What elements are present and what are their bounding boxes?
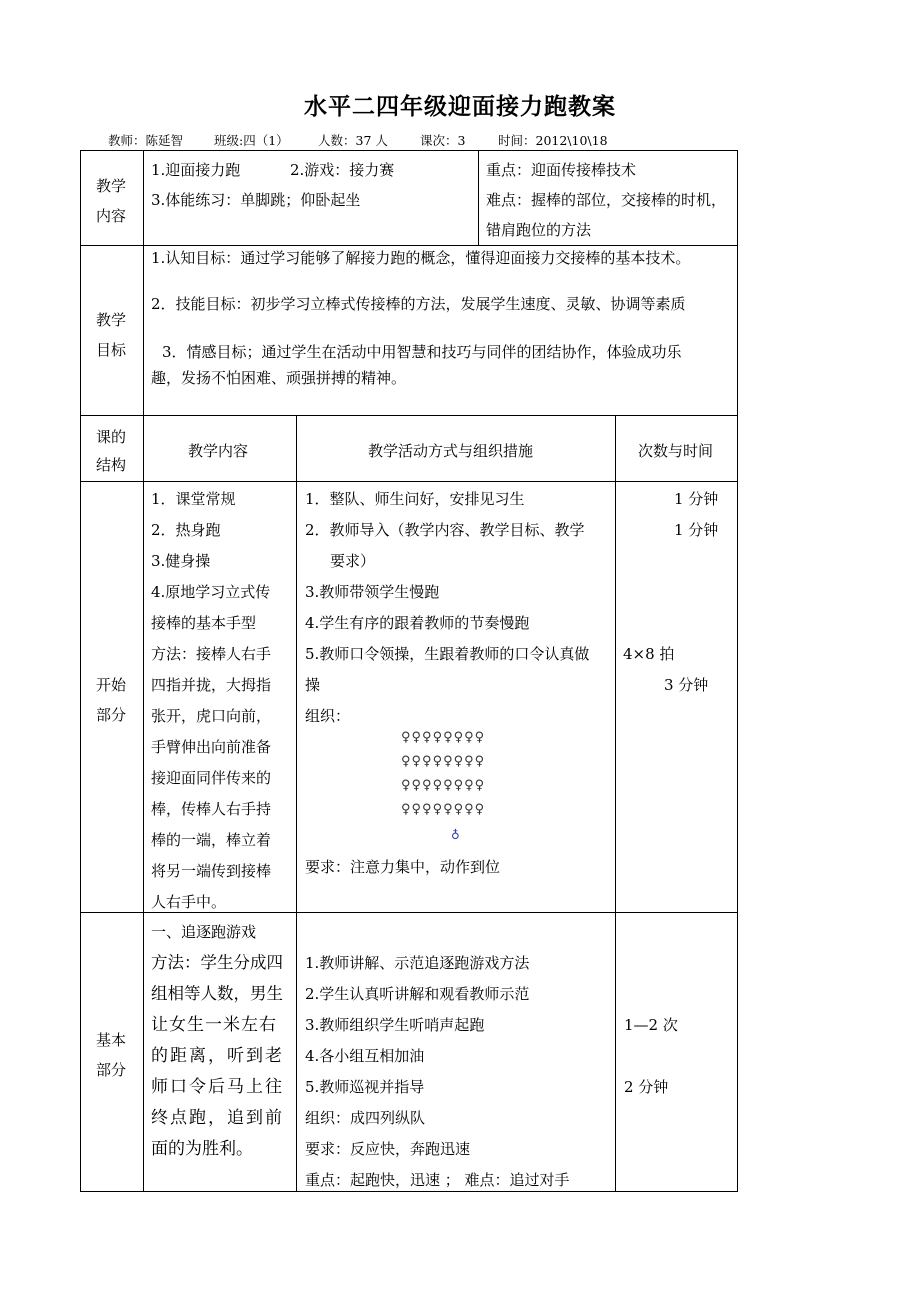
- start-label-1: 开始: [96, 676, 127, 694]
- header-content: 教学内容: [188, 442, 249, 460]
- start-activity-line: 操: [305, 676, 321, 694]
- start-content-line: 方法：接棒人右手: [151, 645, 272, 663]
- basic-content-line: 一、追逐跑游戏: [151, 923, 257, 941]
- meta-lesson: 课次：3: [420, 133, 466, 148]
- start-time: 3 分钟: [664, 676, 709, 694]
- formation-row: ♀♀♀♀♀♀♀♀: [401, 730, 486, 745]
- start-activity-line: 1．整队、师生问好，安排见习生: [305, 490, 525, 508]
- goal-emotion-2: 趣，发扬不怕困难、顽强拼搏的精神。: [151, 369, 407, 387]
- row2-label-2: 目标: [96, 341, 127, 359]
- start-time: 1 分钟: [674, 521, 719, 539]
- header-label-1: 课的: [96, 428, 127, 446]
- start-requirement: 要求：注意力集中，动作到位: [305, 858, 501, 876]
- meta-teacher: 教师：陈延智: [108, 133, 184, 148]
- basic-activity-line: 组织：成四列纵队: [305, 1109, 426, 1127]
- goal-emotion-1: 3．情感目标；通过学生在活动中用智慧和技巧与同伴的团结协作，体验成功乐: [162, 343, 682, 361]
- start-content-line: 将另一端传到接棒: [151, 862, 272, 880]
- basic-activity-line: 1.教师讲解、示范追逐跑游戏方法: [305, 954, 530, 972]
- start-content-line: 张开，虎口向前，: [151, 707, 272, 725]
- difficulty-text-1: 难点：握棒的部位，交接棒的时机，: [486, 191, 727, 209]
- row2-label-1: 教学: [96, 311, 127, 329]
- page-title: 水平二四年级迎面接力跑教案: [304, 93, 616, 120]
- header-activities: 教学活动方式与组织措施: [368, 442, 534, 460]
- start-content-line: 接迎面同伴传来的: [151, 769, 272, 787]
- content-item-2: 2.游戏：接力赛: [290, 161, 395, 179]
- start-label-2: 部分: [96, 706, 127, 724]
- formation-row: ♀♀♀♀♀♀♀♀: [401, 778, 486, 793]
- basic-content-line: 的距离，听到老: [151, 1046, 284, 1066]
- start-activity-line: 4.学生有序的跟着教师的节奏慢跑: [305, 614, 530, 632]
- formation-row: ♀♀♀♀♀♀♀♀: [401, 802, 486, 817]
- basic-time: 2 分钟: [624, 1078, 669, 1096]
- teacher-position-icon: ♁: [451, 828, 460, 842]
- meta-time: 时间：2012\10\18: [498, 133, 608, 148]
- basic-activity-line: 3.教师组织学生听哨声起跑: [305, 1016, 485, 1034]
- start-activity-line: 3.教师带领学生慢跑: [305, 583, 440, 601]
- basic-label-2: 部分: [96, 1061, 127, 1079]
- basic-activity-line: 重点：起跑快，迅速 ； 难点：追过对手: [305, 1171, 570, 1189]
- basic-activity-line: 要求：反应快，奔跑迅速: [305, 1140, 471, 1158]
- start-content-line: 4.原地学习立式传: [151, 583, 271, 601]
- content-item-3: 3.体能练习：单脚跳；仰卧起坐: [151, 191, 361, 209]
- start-activity-line: 要求）: [330, 552, 376, 570]
- start-activity-line: 5.教师口令领操，生跟着教师的口令认真做: [305, 645, 590, 663]
- start-content-line: 1．课堂常规: [151, 490, 236, 508]
- basic-label-1: 基本: [96, 1031, 127, 1049]
- start-content-line: 人右手中。: [151, 893, 227, 911]
- goal-skill: 2．技能目标：初步学习立棒式传接棒的方法，发展学生速度、灵敏、协调等素质: [151, 295, 686, 313]
- start-content-line: 接棒的基本手型: [151, 614, 257, 632]
- basic-activity-line: 2.学生认真听讲解和观看教师示范: [305, 985, 530, 1003]
- start-time: 4×8 拍: [623, 645, 675, 663]
- basic-activity-line: 4.各小组互相加油: [305, 1047, 425, 1065]
- basic-content-line: 组相等人数，男生: [151, 984, 283, 1003]
- focus-text: 重点：迎面传接棒技术: [486, 161, 637, 179]
- difficulty-text-2: 错肩跑位的方法: [486, 221, 592, 239]
- start-activity-line: 组织：: [305, 707, 351, 725]
- start-activity-line: 2．教师导入（教学内容、教学目标、教学: [305, 521, 585, 539]
- start-content-line: 四指并拢，大拇指: [151, 676, 272, 694]
- basic-content-line: 方法：学生分成四: [151, 953, 283, 972]
- content-item-1: 1.迎面接力跑: [151, 161, 241, 179]
- basic-content-line: 让女生一米左右: [151, 1015, 277, 1035]
- goal-cognitive: 1.认知目标：通过学习能够了解接力跑的概念，懂得迎面接力交接棒的基本技术。: [151, 249, 691, 267]
- header-label-2: 结构: [96, 456, 127, 474]
- start-content-line: 棒，传棒人右手持: [151, 800, 272, 818]
- meta-class: 班级:四（1）: [214, 133, 289, 148]
- basic-activity-line: 5.教师巡视并指导: [305, 1078, 425, 1096]
- row1-label-1: 教学: [96, 177, 127, 195]
- basic-content-line: 终点跑，追到前: [151, 1108, 284, 1128]
- basic-time: 1—2 次: [624, 1016, 678, 1034]
- start-content-line: 2．热身跑: [151, 521, 221, 539]
- header-times: 次数与时间: [638, 442, 714, 460]
- row1-label-2: 内容: [96, 207, 127, 225]
- start-content-line: 手臂伸出向前准备: [151, 738, 272, 756]
- basic-content-line: 师口令后马上往: [151, 1077, 284, 1097]
- start-time: 1 分钟: [674, 490, 719, 508]
- meta-count: 人数：37 人: [318, 133, 388, 148]
- formation-row: ♀♀♀♀♀♀♀♀: [401, 754, 486, 769]
- basic-content-line: 面的为胜利。: [151, 1139, 253, 1159]
- start-content-line: 棒的一端，棒立着: [151, 831, 272, 849]
- start-content-line: 3.健身操: [151, 552, 211, 570]
